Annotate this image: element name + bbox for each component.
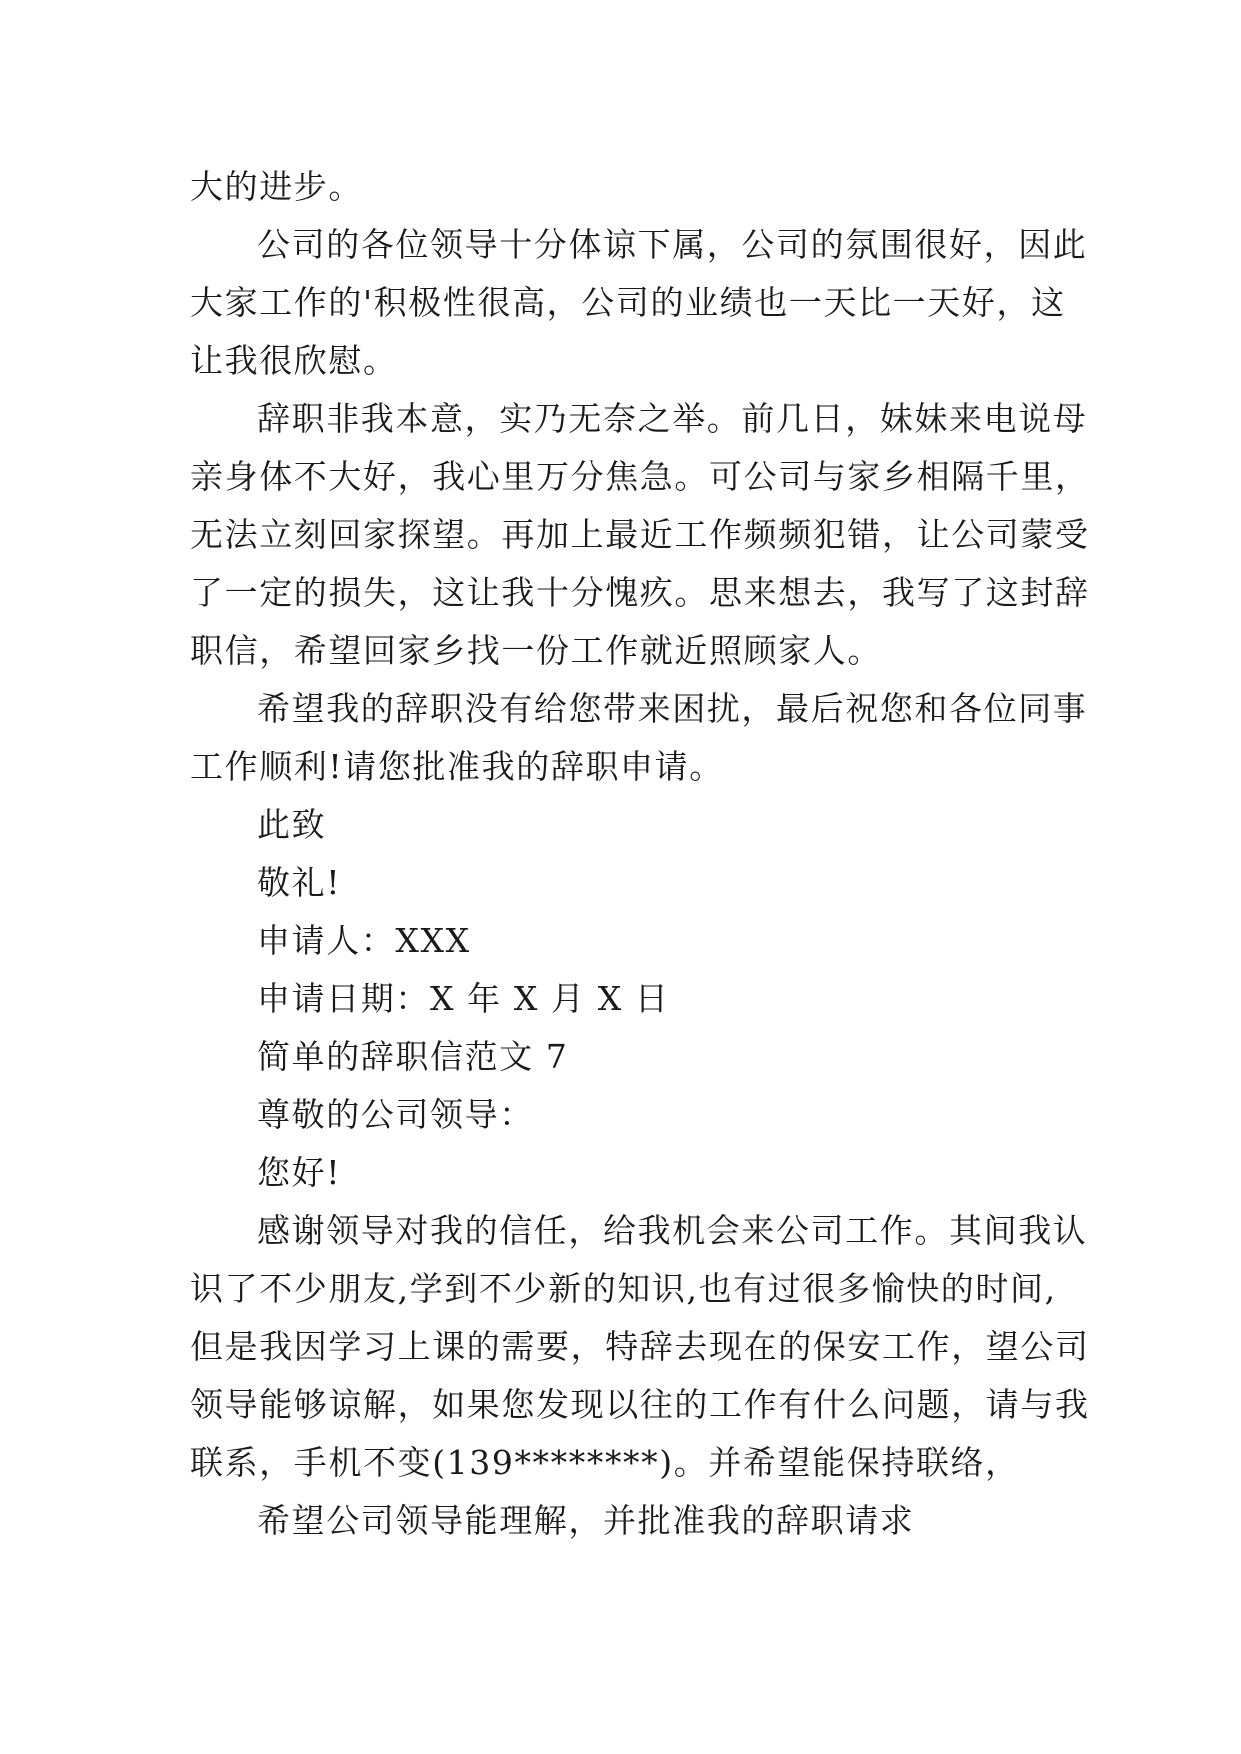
text-line: 职信，希望回家乡找一份工作就近照顾家人。 [190,631,882,670]
text-line: 希望我的辞职没有给您带来困扰，最后祝您和各位同事 [257,689,1088,728]
text-line: 希望公司领导能理解，并批准我的辞职请求 [257,1501,915,1540]
text-line: 识了不少朋友,学到不少新的知识,也有过很多愉快的时间, [190,1269,1057,1308]
text-line: 让我很欣慰。 [190,341,398,380]
text-line: 感谢领导对我的信任，给我机会来公司工作。其间我认 [257,1211,1088,1250]
text-line: 此致 [257,805,327,844]
text-line: 无法立刻回家探望。再加上最近工作频频犯错，让公司蒙受 [190,515,1090,554]
text-line: 辞职非我本意，实乃无奈之举。前几日，妹妹来电说母 [257,399,1088,438]
text-line: 公司的各位领导十分体谅下属，公司的氛围很好，因此 [257,225,1088,264]
letter-body [190,158,1090,1550]
text-line: 领导能够谅解，如果您发现以往的工作有什么问题，请与我 [190,1385,1090,1424]
text-line: 申请人：XXX [257,921,471,960]
text-line: 工作顺利!请您批准我的辞职申请。 [190,747,724,786]
text-line: 敬礼! [257,863,342,902]
text-line: 尊敬的公司领导： [257,1095,534,1134]
text-line: 简单的辞职信范文 7 [257,1037,569,1076]
text-line: 联系，手机不变(139********)。并希望能保持联络， [190,1443,1020,1482]
text-line: 亲身体不大好，我心里万分焦急。可公司与家乡相隔千里， [190,457,1090,496]
text-line: 大的进步。 [190,167,363,206]
text-line: 但是我因学习上课的需要，特辞去现在的保安工作，望公司 [190,1327,1090,1366]
text-line: 申请日期：X 年 X 月 X 日 [257,979,670,1018]
text-line: 大家工作的'积极性很高，公司的业绩也一天比一天好，这 [190,283,1066,322]
text-line: 您好! [257,1153,342,1192]
text-line: 了一定的损失，这让我十分愧疚。思来想去，我写了这封辞 [190,573,1090,612]
